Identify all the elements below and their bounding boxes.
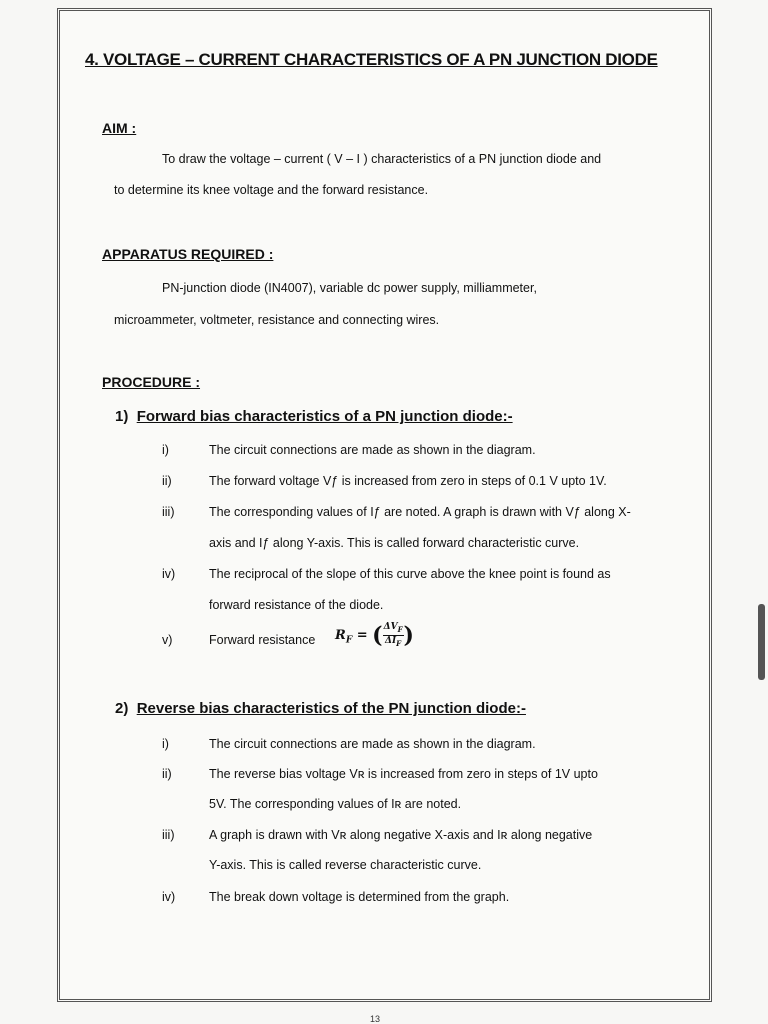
forward-item-numeral: iii) bbox=[162, 505, 175, 519]
formula-numerator-sub: F bbox=[397, 624, 403, 634]
formula-lhs: R bbox=[335, 627, 346, 643]
apparatus-heading: APPARATUS REQUIRED : bbox=[102, 246, 274, 262]
reverse-item-numeral: iv) bbox=[162, 890, 176, 904]
reverse-item-text: The circuit connections are made as shown in the diagram. bbox=[209, 737, 536, 751]
aim-heading: AIM : bbox=[102, 120, 137, 136]
reverse-item-numeral: i) bbox=[162, 737, 169, 751]
reverse-item-numeral: ii) bbox=[162, 767, 172, 781]
reverse-item-text: The reverse bias voltage Vʀ is increased from zero in steps of 1V upto bbox=[209, 767, 598, 781]
formula-denominator-sub: F bbox=[396, 638, 402, 648]
forward-bias-number: 1) bbox=[115, 408, 129, 425]
forward-item-text: axis and Iƒ along Y-axis. This is called forward characteristic curve. bbox=[209, 536, 580, 550]
forward-item-text: Forward resistance bbox=[209, 633, 316, 647]
forward-item-numeral: i) bbox=[162, 443, 169, 457]
forward-item-text: The forward voltage Vƒ is increased from zero in steps of 0.1 V upto 1V. bbox=[209, 474, 607, 488]
forward-item-text: The reciprocal of the slope of this curve above the knee point is found as bbox=[209, 567, 611, 581]
formula-fraction bbox=[383, 622, 404, 649]
forward-item-text: forward resistance of the diode. bbox=[209, 598, 384, 612]
forward-item-numeral: v) bbox=[162, 633, 173, 647]
forward-item-text: The corresponding values of Iƒ are noted. A graph is drawn with Vƒ along X- bbox=[209, 505, 631, 519]
apparatus-line-1: PN-junction diode (IN4007), variable dc power supply, milliammeter, bbox=[162, 281, 537, 295]
formula-denominator: ΔI bbox=[384, 635, 397, 646]
reverse-item-text: The break down voltage is determined from the graph. bbox=[209, 890, 510, 904]
formula-numerator: ΔV bbox=[383, 622, 398, 632]
forward-resistance-formula: $R_F$ = ( $\frac{\Delta V_F}{\Delta I_F}$ ) bbox=[335, 622, 414, 649]
aim-line-2: to determine its knee voltage and the forward resistance. bbox=[114, 183, 429, 197]
page-number: 13 bbox=[370, 1014, 381, 1024]
reverse-bias-title: Reverse bias characteristics of the PN junction diode:- bbox=[136, 700, 526, 717]
reverse-item-text: A graph is drawn with Vʀ along negative X-axis and Iʀ along negative bbox=[209, 828, 593, 842]
scroll-indicator[interactable] bbox=[758, 604, 765, 680]
formula-equals: = bbox=[356, 627, 368, 643]
reverse-item-text: Y-axis. This is called reverse characteristic curve. bbox=[209, 858, 482, 872]
reverse-bias-number: 2) bbox=[115, 700, 129, 717]
forward-bias-heading bbox=[115, 408, 513, 425]
procedure-heading: PROCEDURE : bbox=[102, 374, 201, 390]
page-title: 4. VOLTAGE – CURRENT CHARACTERISTICS OF A PN JUNCTION DIODE bbox=[85, 50, 658, 69]
reverse-item-numeral: iii) bbox=[162, 828, 175, 842]
aim-line-1: To draw the voltage – current ( V – I ) characteristics of a PN junction diode and bbox=[162, 152, 602, 166]
formula-lhs-sub: F bbox=[345, 635, 353, 646]
forward-item-numeral: iv) bbox=[162, 567, 176, 581]
reverse-bias-heading bbox=[115, 700, 526, 717]
forward-item-numeral: ii) bbox=[162, 474, 172, 488]
forward-item-text: The circuit connections are made as shown in the diagram. bbox=[209, 443, 536, 457]
reverse-item-text: 5V. The corresponding values of Iʀ are noted. bbox=[209, 797, 462, 811]
forward-bias-title: Forward bias characteristics of a PN junction diode:- bbox=[136, 408, 513, 425]
apparatus-line-2: microammeter, voltmeter, resistance and connecting wires. bbox=[114, 313, 440, 327]
